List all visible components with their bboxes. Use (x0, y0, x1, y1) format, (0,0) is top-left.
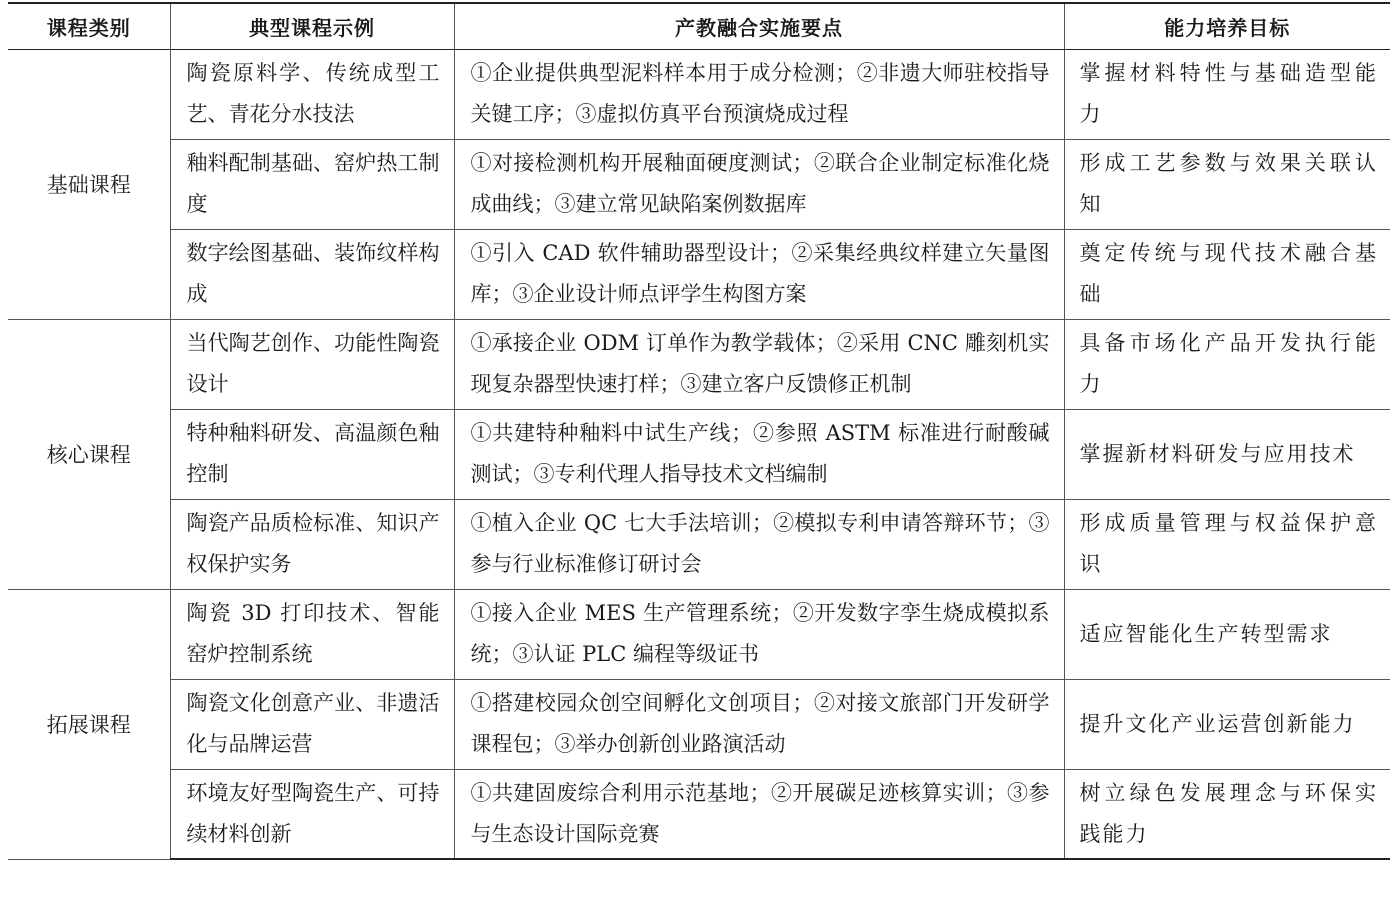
implementation-points: ①植入企业 QC 七大手法培训；②模拟专利申请答辩环节；③参与行业标准修订研讨会 (454, 499, 1064, 589)
course-example: 陶瓷产品质检标准、知识产权保护实务 (170, 499, 454, 589)
implementation-points: ①对接检测机构开展釉面硬度测试；②联合企业制定标准化烧成曲线；③建立常见缺陷案例数据库 (454, 139, 1064, 229)
ability-goal: 具备市场化产品开发执行能力 (1064, 319, 1390, 409)
ability-goal: 树立绿色发展理念与环保实践能力 (1064, 769, 1390, 859)
table-row (8, 589, 1390, 679)
category-cell: 核心课程 (8, 319, 170, 589)
implementation-points: ①接入企业 MES 生产管理系统；②开发数字孪生烧成模拟系统；③认证 PLC 编程等级证书 (454, 589, 1064, 679)
course-example: 当代陶艺创作、功能性陶瓷设计 (170, 319, 454, 409)
curriculum-table (8, 2, 1390, 860)
implementation-points: ①共建特种釉料中试生产线；②参照 ASTM 标准进行耐酸碱测试；③专利代理人指导技术文档编制 (454, 409, 1064, 499)
course-example: 陶瓷文化创意产业、非遗活化与品牌运营 (170, 679, 454, 769)
ability-goal: 适应智能化生产转型需求 (1064, 589, 1390, 679)
implementation-points: ①承接企业 ODM 订单作为教学载体；②采用 CNC 雕刻机实现复杂器型快速打样；③建立客户反馈修正机制 (454, 319, 1064, 409)
course-example: 陶瓷 3D 打印技术、智能窑炉控制系统 (170, 589, 454, 679)
ability-goal: 提升文化产业运营创新能力 (1064, 679, 1390, 769)
course-example: 釉料配制基础、窑炉热工制度 (170, 139, 454, 229)
table-row (8, 409, 1390, 499)
table-row (8, 229, 1390, 319)
ability-goal: 形成工艺参数与效果关联认知 (1064, 139, 1390, 229)
category-cell: 基础课程 (8, 49, 170, 319)
ability-goal: 奠定传统与现代技术融合基础 (1064, 229, 1390, 319)
table-row (8, 319, 1390, 409)
header-row (8, 3, 1390, 49)
table-row (8, 679, 1390, 769)
ability-goal: 掌握新材料研发与应用技术 (1064, 409, 1390, 499)
course-example: 数字绘图基础、装饰纹样构成 (170, 229, 454, 319)
course-example: 特种釉料研发、高温颜色釉控制 (170, 409, 454, 499)
implementation-points: ①引入 CAD 软件辅助器型设计；②采集经典纹样建立矢量图库；③企业设计师点评学生构图方案 (454, 229, 1064, 319)
ability-goal: 形成质量管理与权益保护意识 (1064, 499, 1390, 589)
category-cell: 拓展课程 (8, 589, 170, 859)
table-row (8, 49, 1390, 139)
header-example: 典型课程示例 (170, 3, 454, 49)
course-example: 环境友好型陶瓷生产、可持续材料创新 (170, 769, 454, 859)
header-goal: 能力培养目标 (1064, 3, 1390, 49)
header-category: 课程类别 (8, 3, 170, 49)
implementation-points: ①搭建校园众创空间孵化文创项目；②对接文旅部门开发研学课程包；③举办创新创业路演活动 (454, 679, 1064, 769)
implementation-points: ①企业提供典型泥料样本用于成分检测；②非遗大师驻校指导关键工序；③虚拟仿真平台预演烧成过程 (454, 49, 1064, 139)
table-row (8, 139, 1390, 229)
course-example: 陶瓷原料学、传统成型工艺、青花分水技法 (170, 49, 454, 139)
table-row (8, 499, 1390, 589)
table-row (8, 769, 1390, 859)
implementation-points: ①共建固废综合利用示范基地；②开展碳足迹核算实训；③参与生态设计国际竞赛 (454, 769, 1064, 859)
ability-goal: 掌握材料特性与基础造型能力 (1064, 49, 1390, 139)
header-points: 产教融合实施要点 (454, 3, 1064, 49)
